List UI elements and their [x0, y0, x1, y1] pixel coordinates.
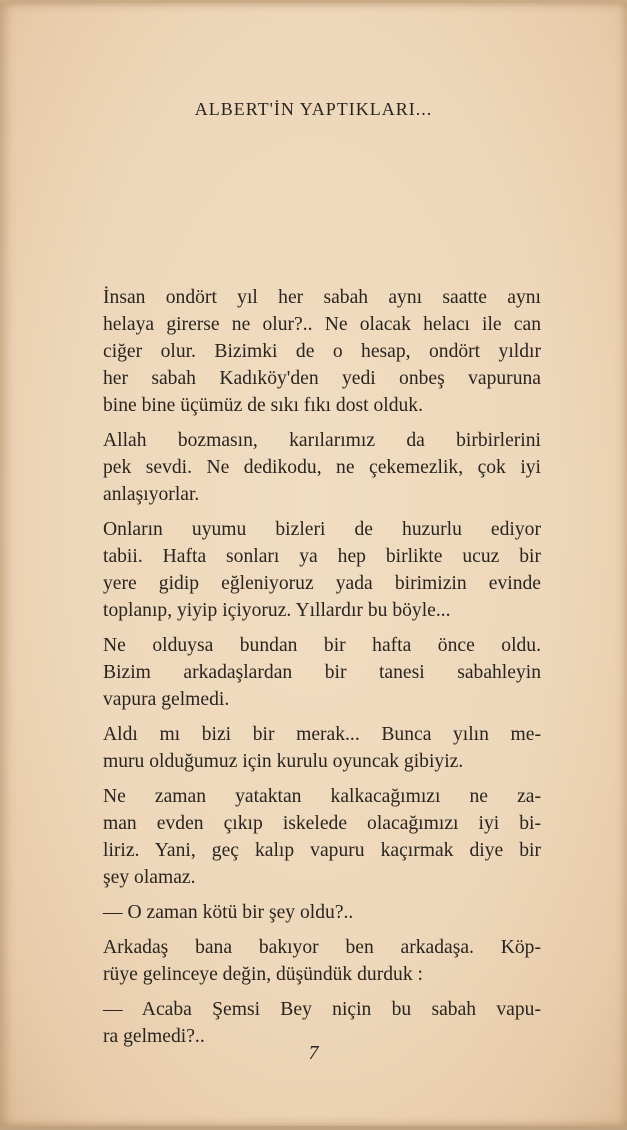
- paragraph: [103, 899, 541, 926]
- text-line: her sabah Kadıköy'den yedi onbeş vapuruna: [103, 368, 541, 389]
- text-line: bine bine üçümüz de sıkı fıkı dost olduk.: [103, 395, 423, 416]
- paragraph: [103, 427, 541, 508]
- text-line: man evden çıkıp iskelede olacağımızı iyi bi-: [103, 813, 541, 834]
- text-line: — O zaman kötü bir şey oldu?..: [103, 902, 354, 923]
- text-line: Aldı mı bizi bir merak... Bunca yılın me-: [103, 724, 541, 745]
- text-line: vapura gelmedi.: [103, 689, 230, 710]
- text-line: Arkadaş bana bakıyor ben arkadaşa. Köp-: [103, 937, 541, 958]
- text-line: anlaşıyorlar.: [103, 484, 200, 505]
- paragraph: [103, 516, 541, 624]
- text-line: İnsan ondört yıl her sabah aynı saatte aynı: [103, 287, 541, 308]
- text-line: muru olduğumuz için kurulu oyuncak gibiyiz.: [103, 751, 464, 772]
- text-line: ra gelmedi?..: [103, 1026, 205, 1047]
- paragraph: [103, 783, 541, 891]
- text-line: yere gidip eğleniyoruz yada birimizin evinde: [103, 573, 541, 594]
- paragraph: [103, 284, 541, 419]
- text-line: Onların uyumu bizleri de huzurlu ediyor: [103, 519, 541, 540]
- text-line: şey olamaz.: [103, 867, 196, 888]
- text-line: toplanıp, yiyip içiyoruz. Yıllardır bu böyle...: [103, 600, 451, 621]
- text-line: helaya girerse ne olur?.. Ne olacak helacı ile can: [103, 314, 541, 335]
- paragraph: [103, 934, 541, 988]
- text-line: — Acaba Şemsi Bey niçin bu sabah vapu-: [103, 999, 541, 1020]
- running-head: ALBERT'İN YAPTIKLARI...: [194, 99, 433, 119]
- text-line: Allah bozmasın, karılarımız da birbirlerini: [103, 430, 541, 451]
- paragraph: [103, 721, 541, 775]
- text-line: Ne olduysa bundan bir hafta önce oldu.: [103, 635, 541, 656]
- text-line: rüye gelinceye değin, düşündük durduk :: [103, 964, 423, 985]
- body-text: [103, 284, 541, 1058]
- page-number: 7: [308, 1042, 319, 1064]
- text-line: liriz. Yani, geç kalıp vapuru kaçırmak diye bir: [103, 840, 541, 861]
- text-line: Bizim arkadaşlardan bir tanesi sabahleyin: [103, 662, 541, 683]
- text-line: tabii. Hafta sonları ya hep birlikte ucuz bir: [103, 546, 541, 567]
- text-line: ciğer olur. Bizimki de o hesap, ondört yıldır: [103, 341, 541, 362]
- text-line: pek sevdi. Ne dedikodu, ne çekemezlik, çok iyi: [103, 457, 541, 478]
- text-line: Ne zaman yataktan kalkacağımızı ne za-: [103, 786, 541, 807]
- paragraph: [103, 632, 541, 713]
